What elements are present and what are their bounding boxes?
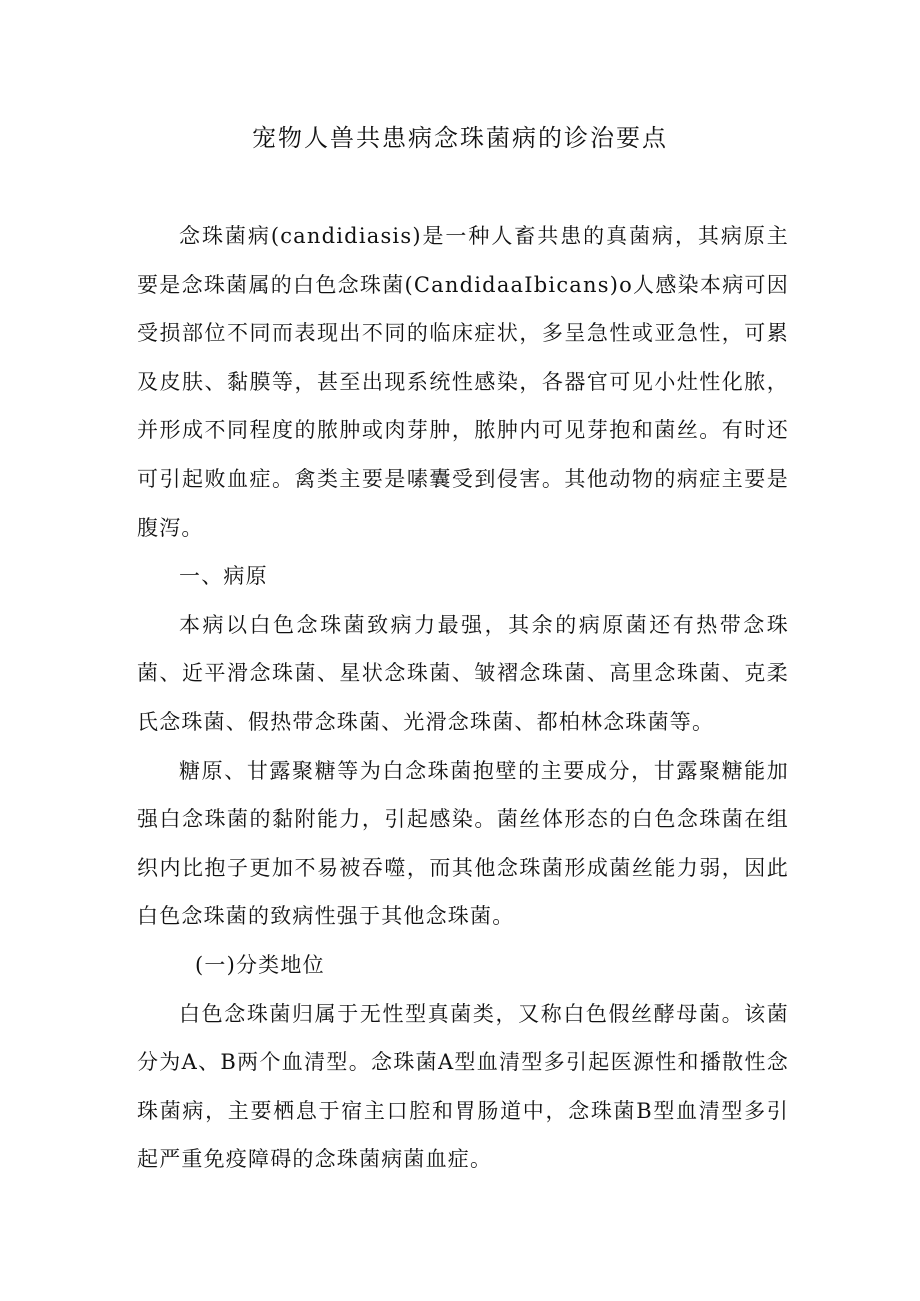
paragraph-cell-wall: 糖原、甘露聚糖等为白念珠菌抱壁的主要成分，甘露聚糖能加强白念珠菌的黏附能力，引起感染。菌丝体形态的白色念珠菌在组织内比抱子更加不易被吞噬，而其他念珠菌形成菌丝能力弱，因此白色念珠菌的致病性强于其他念珠菌。 — [137, 758, 789, 929]
section-heading-pathogen: 一、病原 — [179, 564, 268, 589]
document-body — [137, 212, 789, 1184]
document-title: 宠物人兽共患病念珠菌病的诊治要点 — [252, 124, 668, 152]
subsection-heading-classification: (一)分类地位 — [195, 952, 325, 977]
paragraph-classification: 白色念珠菌归属于无性型真菌类，又称白色假丝酵母菌。该菌分为A、B两个血清型。念珠菌A型血清型多引起医源性和播散性念珠菌病，主要栖息于宿主口腔和胃肠道中，念珠菌B型血清型多引起严重免疫障碍的念珠菌病菌血症。 — [137, 1001, 789, 1172]
paragraph-pathogen-species: 本病以白色念珠菌致病力最强，其余的病原菌还有热带念珠菌、近平滑念珠菌、星状念珠菌、皱褶念珠菌、高里念珠菌、克柔氏念珠菌、假热带念珠菌、光滑念珠菌、都柏林念珠菌等。 — [137, 612, 789, 734]
paragraph-intro: 念珠菌病(candidiasis)是一种人畜共患的真菌病，其病原主要是念珠菌属的白色念珠菌(CandidaaIbicans)o人感染本病可因受损部位不同而表现出不同的临床症状，多呈急性或亚急性，可累及皮肤、黏膜等，甚至出现系统性感染，各器官可见小灶性化脓，并形成不同程度的脓肿或肉芽肿，脓肿内可见芽抱和菌丝。有时还可引起败血症。禽类主要是嗉囊受到侵害。其他动物的病症主要是腹泻。 — [137, 224, 789, 540]
